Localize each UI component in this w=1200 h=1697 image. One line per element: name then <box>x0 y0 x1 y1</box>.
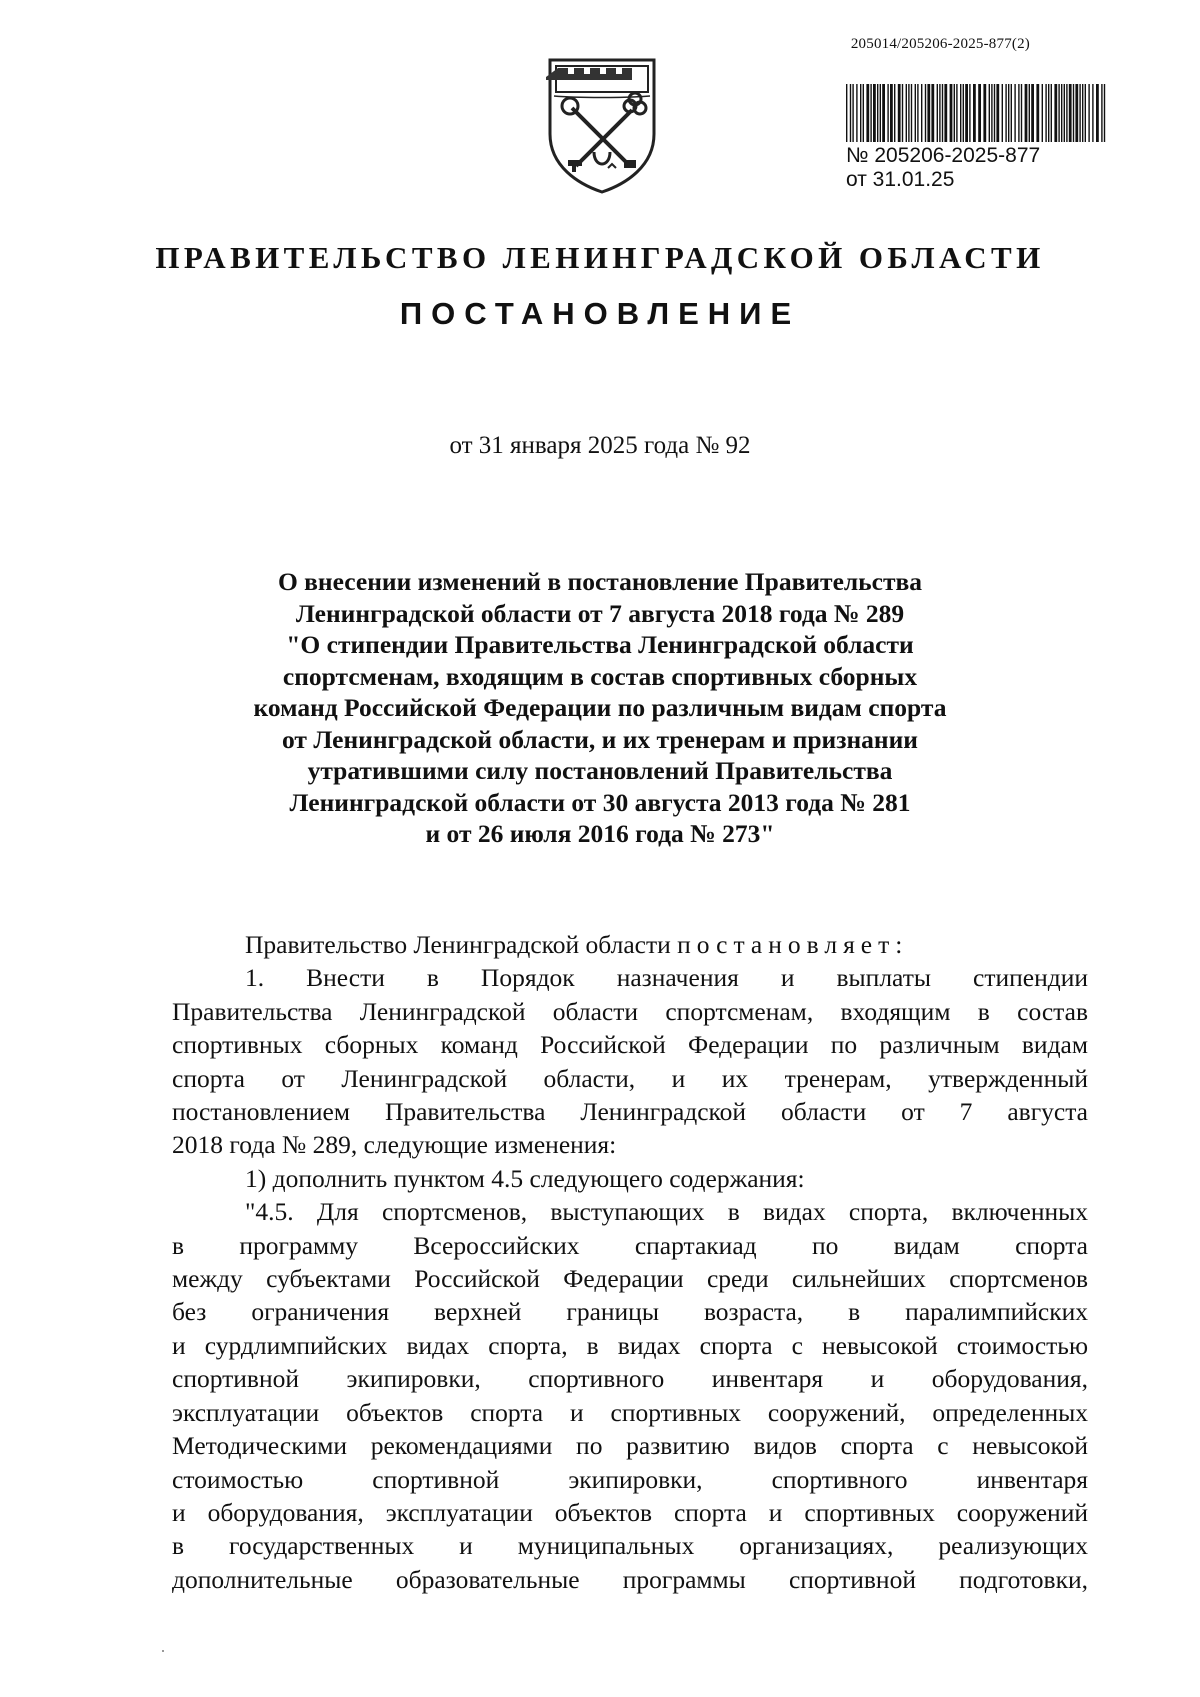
barcode-bar <box>939 84 940 142</box>
body-line: и оборудования, эксплуатации объектов спорта и спортивных сооружений <box>172 1497 1088 1527</box>
registration-number: № 205206-2025-877 <box>846 144 1041 167</box>
barcode-bar <box>1025 84 1028 142</box>
document-code: 205014/205206-2025-877(2) <box>850 36 1030 52</box>
body-line: постановлением Правительства Ленинградской области от 7 августа <box>172 1097 1088 1127</box>
barcode-bar <box>1054 84 1057 142</box>
barcode-bar <box>921 84 922 142</box>
barcode-bar <box>937 84 938 142</box>
coat-of-arms-icon <box>546 56 658 196</box>
barcode-bar <box>1069 84 1072 142</box>
document-date: от 31 января 2025 года № 92 <box>449 432 751 459</box>
barcode-bar <box>1002 84 1003 142</box>
barcode-bar <box>887 84 888 142</box>
preamble-text: Правительство Ленинградской области <box>245 930 671 959</box>
barcode-bar <box>973 84 976 142</box>
barcode-bar <box>856 84 857 142</box>
government-title: ПРАВИТЕЛЬСТВО ЛЕНИНГРАДСКОЙ ОБЛАСТИ <box>155 240 1045 275</box>
subject-line: от Ленинградской области, и их тренерам и признании <box>282 724 918 754</box>
document-type: ПОСТАНОВЛЕНИЕ <box>399 296 801 331</box>
barcode-bar <box>902 84 903 142</box>
body-line: и сурдлимпийских видах спорта, в видах спорта с невысокой стоимостью <box>172 1330 1088 1360</box>
barcode-bar <box>911 84 912 142</box>
body-line: в государственных и муниципальных организациях, реализующих <box>172 1531 1088 1561</box>
barcode-bar <box>1101 84 1102 142</box>
barcode-bar <box>1021 84 1022 142</box>
margin-mark <box>162 1650 164 1652</box>
barcode-bar <box>1092 84 1093 142</box>
barcode-bar <box>1051 84 1052 142</box>
barcode-bar <box>969 84 970 142</box>
barcode-icon <box>846 84 1106 142</box>
barcode-bar <box>1066 84 1067 142</box>
barcode-bar <box>965 84 968 142</box>
barcode-bar <box>1018 84 1019 142</box>
barcode-bar <box>1036 84 1039 142</box>
barcode-bar <box>1045 84 1046 142</box>
barcode-bar <box>1031 84 1034 142</box>
preamble-verb: постановляет: <box>677 930 909 959</box>
barcode-bar <box>908 84 909 142</box>
barcode-bar <box>927 84 930 142</box>
body-line: 2018 года № 289, следующие изменения: <box>172 1130 617 1160</box>
barcode-bar <box>925 84 926 142</box>
barcode-bar <box>1061 84 1062 142</box>
barcode-bar <box>1096 84 1099 142</box>
barcode-bar <box>852 84 853 142</box>
barcode-bar <box>944 84 947 142</box>
barcode-bar <box>978 84 981 142</box>
body-line: Методическими рекомендациями по развитию видов спорта с невысокой <box>172 1431 1088 1461</box>
subject-line: Ленинградской области от 7 августа 2018 года № 289 <box>295 598 905 628</box>
barcode-bar <box>882 84 885 142</box>
barcode-bar <box>1058 84 1059 142</box>
barcode-bar <box>1088 84 1089 142</box>
barcode-bar <box>866 84 869 142</box>
body-line: 1. Внести в Порядок назначения и выплаты стипендии <box>245 963 1088 993</box>
barcode-bar <box>915 84 916 142</box>
barcode-bar <box>1005 84 1006 142</box>
body-line: спортивной экипировки, спортивного инвентаря и оборудования, <box>172 1364 1088 1394</box>
barcode-bar <box>996 84 999 142</box>
subject-line: утратившими силу постановлений Правительства <box>307 756 893 785</box>
body-line: дополнительные образовательные программы спортивной подготовки, <box>172 1564 1088 1594</box>
barcode-bar <box>898 84 901 142</box>
barcode-bar <box>956 84 957 142</box>
barcode-bar <box>894 84 895 142</box>
barcode-bar <box>991 84 992 142</box>
barcode-bar <box>983 84 986 142</box>
body-preamble <box>172 928 1088 961</box>
subject-line: "О стипендии Правительства Ленинградской области <box>286 630 914 659</box>
barcode-bar <box>1064 84 1065 142</box>
barcode-bar <box>942 84 943 142</box>
subject-line: и от 26 июля 2016 года № 273" <box>425 819 775 848</box>
barcode-bar <box>1029 84 1030 142</box>
subject-line: команд Российской Федерации по различным видам спорта <box>253 693 947 722</box>
body-line: в программу Всероссийских спартакиад по видам спорта <box>172 1230 1088 1260</box>
body-line: между субъектами Российской Федерации среди сильнейших спортсменов <box>172 1264 1088 1294</box>
barcode-bar <box>890 84 893 142</box>
barcode-bar <box>1042 84 1043 142</box>
subject-line: спортсменам, входящим в состав спортивных сборных <box>282 661 918 691</box>
document-subject <box>170 566 1030 850</box>
body-line: эксплуатации объектов спорта и спортивных сооружений, определенных <box>172 1397 1088 1427</box>
subject-line: Ленинградской области от 30 августа 2013 года № 281 <box>289 787 911 817</box>
barcode-bar <box>1073 84 1074 142</box>
barcode-bar <box>1008 84 1009 142</box>
body-line: спортивных сборных команд Российской Федерации по различным видам <box>172 1030 1088 1060</box>
barcode-bar <box>870 84 871 142</box>
barcode-bar <box>873 84 876 142</box>
barcode-bar <box>877 84 878 142</box>
body-line: 1) дополнить пунктом 4.5 следующего содержания: <box>245 1163 805 1193</box>
body-line: стоимостью спортивной экипировки, спортивного инвентаря <box>172 1464 1088 1494</box>
barcode-bar <box>1104 84 1105 142</box>
barcode-bar <box>1079 84 1080 142</box>
barcode-bar <box>960 84 961 142</box>
barcode-bar <box>860 84 861 142</box>
barcode-bar <box>850 84 851 142</box>
body-line: Правительства Ленинградской области спортсменам, входящим в состав <box>172 996 1088 1026</box>
barcode-bar <box>1085 84 1086 142</box>
barcode-bar <box>963 84 964 142</box>
barcode-bar <box>1048 84 1049 142</box>
barcode-bar <box>950 84 953 142</box>
body-line: "4.5. Для спортсменов, выступающих в видах спорта, включенных <box>245 1197 1088 1227</box>
subject-line: О внесении изменений в постановление Правительства <box>277 567 923 596</box>
barcode-bar <box>1082 84 1083 142</box>
barcode-bar <box>880 84 881 142</box>
barcode-bar <box>917 84 918 142</box>
barcode-bar <box>1075 84 1078 142</box>
barcode-bar <box>994 84 995 142</box>
barcode-bar <box>906 84 907 142</box>
body-line: спорта от Ленинградской области, и их тренерам, утвержденный <box>172 1063 1088 1093</box>
barcode-bar <box>1014 84 1015 142</box>
registration-block <box>846 84 1106 192</box>
barcode-bar <box>931 84 934 142</box>
barcode-bar <box>1011 84 1012 142</box>
body-line: без ограничения верхней границы возраста, в паралимпийских <box>172 1297 1088 1327</box>
barcode-bar <box>863 84 864 142</box>
barcode-bar <box>989 84 990 142</box>
barcode-bar <box>954 84 955 142</box>
document-body <box>172 928 1088 1596</box>
barcode-bar <box>846 84 847 142</box>
registration-date: от 31.01.25 <box>846 168 955 191</box>
